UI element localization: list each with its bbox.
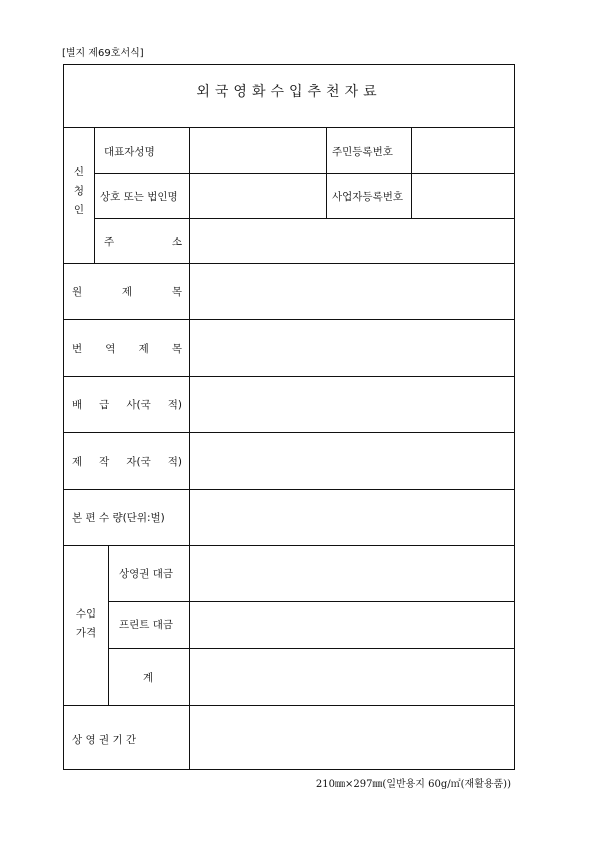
distributor-label: 배 급 사(국 적): [72, 399, 182, 411]
total-label: 계: [143, 672, 154, 684]
form-frame: [63, 64, 515, 770]
form-code: [별지 제69호서식]: [62, 48, 144, 59]
form-title: 외국영화수입추천자료: [196, 84, 382, 100]
translated-title-label: 번 역 제 목: [72, 343, 182, 355]
producer-label: 제 작 자(국 적): [72, 456, 182, 468]
original-title-label: 원 제 목: [72, 286, 182, 298]
quantity-label: 본 편 수 량(단위:벌): [72, 512, 165, 524]
paper-size-note: 210㎜×297㎜(일반용지 60g/㎡(재활용품)): [315, 779, 511, 790]
applicant-group-label: 신 청 인: [73, 166, 85, 216]
representative-name-label: 대표자성명: [104, 146, 155, 158]
screening-rights-label: 상영권 대금: [119, 568, 174, 580]
screening-period-label: 상 영 권 기 간: [72, 734, 137, 746]
import-price-group-label: 수입 가격: [75, 608, 97, 639]
address-label: 주 소: [104, 236, 182, 248]
company-name-label: 상호 또는 법인명: [100, 191, 178, 203]
business-number-label: 사업자등록번호: [332, 191, 404, 203]
print-fee-label: 프린트 대금: [119, 619, 174, 631]
resident-number-label: 주민등록번호: [332, 146, 393, 158]
